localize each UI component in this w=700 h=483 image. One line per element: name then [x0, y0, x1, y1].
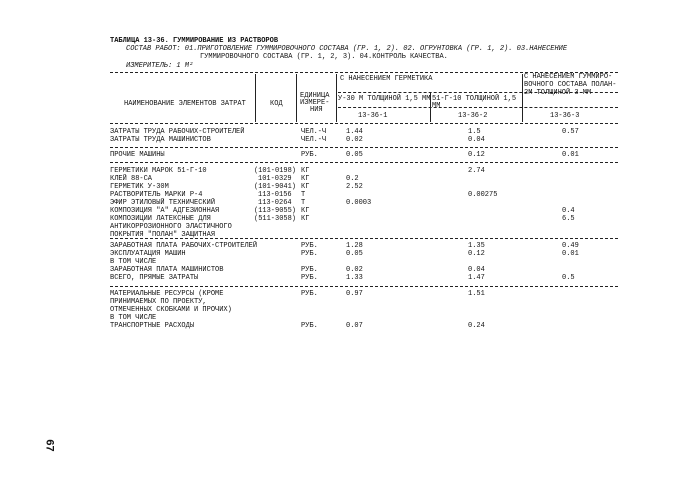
row-value-col1: 0.07	[346, 322, 363, 330]
row-value-col2: 1.47	[468, 274, 485, 282]
header-group-polan-line3: 2М ТОЛЩИНОЙ 3 ММ	[524, 89, 592, 97]
header-separator	[522, 74, 523, 122]
row-unit: КГ	[301, 175, 310, 183]
row-value-col1: 1.28	[346, 242, 363, 250]
row-value-col1: 1.44	[346, 128, 363, 136]
row-name-continuation: В ТОМ ЧИСЛЕ	[110, 258, 157, 266]
header-col-13-36-1: 13-36-1	[358, 112, 388, 120]
row-unit: КГ	[301, 207, 310, 215]
row-value-col2: 0.12	[468, 250, 485, 258]
header-code: КОД	[270, 100, 283, 108]
row-unit: РУБ.	[301, 250, 318, 258]
row-code: 113-0264	[258, 199, 292, 207]
row-code: 101-0329	[258, 175, 292, 183]
row-value-col1: 0.97	[346, 290, 363, 298]
row-value-col3: 6.5	[562, 215, 575, 223]
row-unit: ЧЕЛ.-Ч	[301, 136, 327, 144]
row-unit: Т	[301, 191, 306, 199]
row-value-col3: 0.01	[562, 151, 579, 159]
row-code: (101-0198)	[254, 167, 297, 175]
header-group-polan-line1: С НАНЕСЕНИЕМ ГУММИРО-	[524, 73, 613, 81]
row-name: ЗАРАБОТНАЯ ПЛАТА МАШИНИСТОВ	[110, 266, 224, 274]
row-value-col3: 0.4	[562, 207, 575, 215]
work-composition-line2: ГУММИРОВОЧНОГО СОСТАВА (ГР. 1, 2, 3). 04.КОНТРОЛЬ КАЧЕСТВА.	[200, 53, 448, 61]
section-rule	[110, 162, 618, 163]
row-unit: РУБ.	[301, 151, 318, 159]
row-unit: КГ	[301, 183, 310, 191]
row-name: ПРОЧИЕ МАШИНЫ	[110, 151, 165, 159]
row-name-continuation: ПОКРЫТИЯ "ПОЛАН" ЗАЩИТНАЯ	[110, 231, 216, 239]
section-rule	[110, 286, 618, 287]
row-unit: ЧЕЛ.-Ч	[301, 128, 327, 136]
row-value-col1: 0.02	[346, 266, 363, 274]
row-code: 113-0156	[258, 191, 292, 199]
header-sub-51g10-line2: ММ	[432, 102, 441, 110]
column-number-rule	[338, 107, 618, 108]
row-name: РАСТВОРИТЕЛЬ МАРКИ Р-4	[110, 191, 203, 199]
row-name: ГЕРМЕТИКИ МАРОК 51-Г-10	[110, 167, 207, 175]
header-col-13-36-2: 13-36-2	[458, 112, 488, 120]
row-value-col1: 1.33	[346, 274, 363, 282]
row-name: ЗАТРАТЫ ТРУДА МАШИНИСТОВ	[110, 136, 211, 144]
row-unit: РУБ.	[301, 290, 318, 298]
row-value-col1: 0.2	[346, 175, 359, 183]
row-value-col3: 0.01	[562, 250, 579, 258]
row-value-col1: 0.0003	[346, 199, 372, 207]
row-value-col3: 0.49	[562, 242, 579, 250]
row-value-col3: 0.57	[562, 128, 579, 136]
row-value-col2: 1.5	[468, 128, 481, 136]
header-unit-line1: ЕДИНИЦА	[300, 92, 330, 100]
row-value-col1: 0.02	[346, 136, 363, 144]
row-value-col3: 0.5	[562, 274, 575, 282]
header-sub-51g10-line1: 51-Г-10 ТОЛЩИНОЙ 1,5	[432, 95, 517, 103]
header-bottom-rule	[110, 123, 618, 124]
row-unit: РУБ.	[301, 322, 318, 330]
header-sub-u30m: У-30 М ТОЛЩИНОЙ 1,5 ММ	[338, 95, 431, 103]
table-title: ТАБЛИЦА 13-36. ГУММИРОВАНИЕ ИЗ РАСТВОРОВ	[110, 37, 279, 45]
page-number: 67	[43, 439, 56, 452]
row-name-continuation: ОТМЕЧЕННЫХ СКОБКАМИ И ПРОЧИХ)	[110, 306, 232, 314]
row-name: КОМПОЗИЦИЯ "А" АДГЕЗИОННАЯ	[110, 207, 220, 215]
row-value-col2: 0.12	[468, 151, 485, 159]
row-value-col2: 0.04	[468, 266, 485, 274]
header-unit-line2: ИЗМЕРЕ-	[300, 99, 330, 107]
row-code: (101-9041)	[254, 183, 297, 191]
row-unit: КГ	[301, 215, 310, 223]
row-unit: РУБ.	[301, 274, 318, 282]
header-col-13-36-3: 13-36-3	[550, 112, 580, 120]
row-name: КЛЕЙ 88-СА	[110, 175, 153, 183]
row-value-col2: 2.74	[468, 167, 485, 175]
row-name-continuation: В ТОМ ЧИСЛЕ	[110, 314, 157, 322]
row-value-col1: 2.52	[346, 183, 363, 191]
row-name-continuation: ПРИНИМАЕМЫХ ПО ПРОЕКТУ,	[110, 298, 207, 306]
row-name: ВСЕГО, ПРЯМЫЕ ЗАТРАТЫ	[110, 274, 199, 282]
row-unit: Т	[301, 199, 306, 207]
header-separator	[255, 74, 256, 122]
meter-unit: ИЗМЕРИТЕЛЬ: 1 М²	[126, 62, 194, 70]
row-name-continuation: АНТИКОРРОЗИОННОГО ЭЛАСТИЧНОГО	[110, 223, 232, 231]
header-group-sealant: С НАНЕСЕНИЕМ ГЕРМЕТИКА	[340, 75, 433, 83]
row-name: МАТЕРИАЛЬНЫЕ РЕСУРСЫ (КРОМЕ	[110, 290, 224, 298]
row-name: ГЕРМЕТИК У-30М	[110, 183, 169, 191]
work-composition-line1: СОСТАВ РАБОТ: 01.ПРИГОТОВЛЕНИЕ ГУММИРОВОЧНОГО СОСТАВА (ГР. 1, 2). 02. ОГРУНТОВКА (ГР. 1, 2). 03.НАНЕСЕНИЕ	[126, 45, 568, 53]
header-separator	[336, 74, 337, 122]
row-value-col2: 0.04	[468, 136, 485, 144]
row-name: ЭФИР ЭТИЛОВЫЙ ТЕХНИЧЕСКИЙ	[110, 199, 216, 207]
row-name: ЗАТРАТЫ ТРУДА РАБОЧИХ-СТРОИТЕЛЕЙ	[110, 128, 245, 136]
row-name: ТРАНСПОРТНЫЕ РАСХОДЫ	[110, 322, 195, 330]
row-unit: КГ	[301, 167, 310, 175]
row-value-col2: 1.51	[468, 290, 485, 298]
row-code: (511-3058)	[254, 215, 297, 223]
header-separator	[296, 74, 297, 122]
section-rule	[110, 147, 618, 148]
header-cost-name: НАИМЕНОВАНИЕ ЭЛЕМЕНТОВ ЗАТРАТ	[124, 100, 246, 108]
row-value-col2: 0.24	[468, 322, 485, 330]
row-code: (113-9055)	[254, 207, 297, 215]
row-value-col1: 0.05	[346, 151, 363, 159]
row-name: КОМПОЗИЦИИ ЛАТЕКСНЫЕ ДЛЯ	[110, 215, 211, 223]
header-unit-line3: НИЯ	[310, 106, 323, 114]
row-value-col2: 0.00275	[468, 191, 498, 199]
row-value-col1: 0.05	[346, 250, 363, 258]
header-group-polan-line2: ВОЧНОГО СОСТАВА ПОЛАН-	[524, 81, 617, 89]
row-name: ЗАРАБОТНАЯ ПЛАТА РАБОЧИХ-СТРОИТЕЛЕЙ	[110, 242, 258, 250]
row-value-col2: 1.35	[468, 242, 485, 250]
row-name: ЭКСПЛУАТАЦИЯ МАШИН	[110, 250, 186, 258]
row-unit: РУБ.	[301, 242, 318, 250]
row-unit: РУБ.	[301, 266, 318, 274]
